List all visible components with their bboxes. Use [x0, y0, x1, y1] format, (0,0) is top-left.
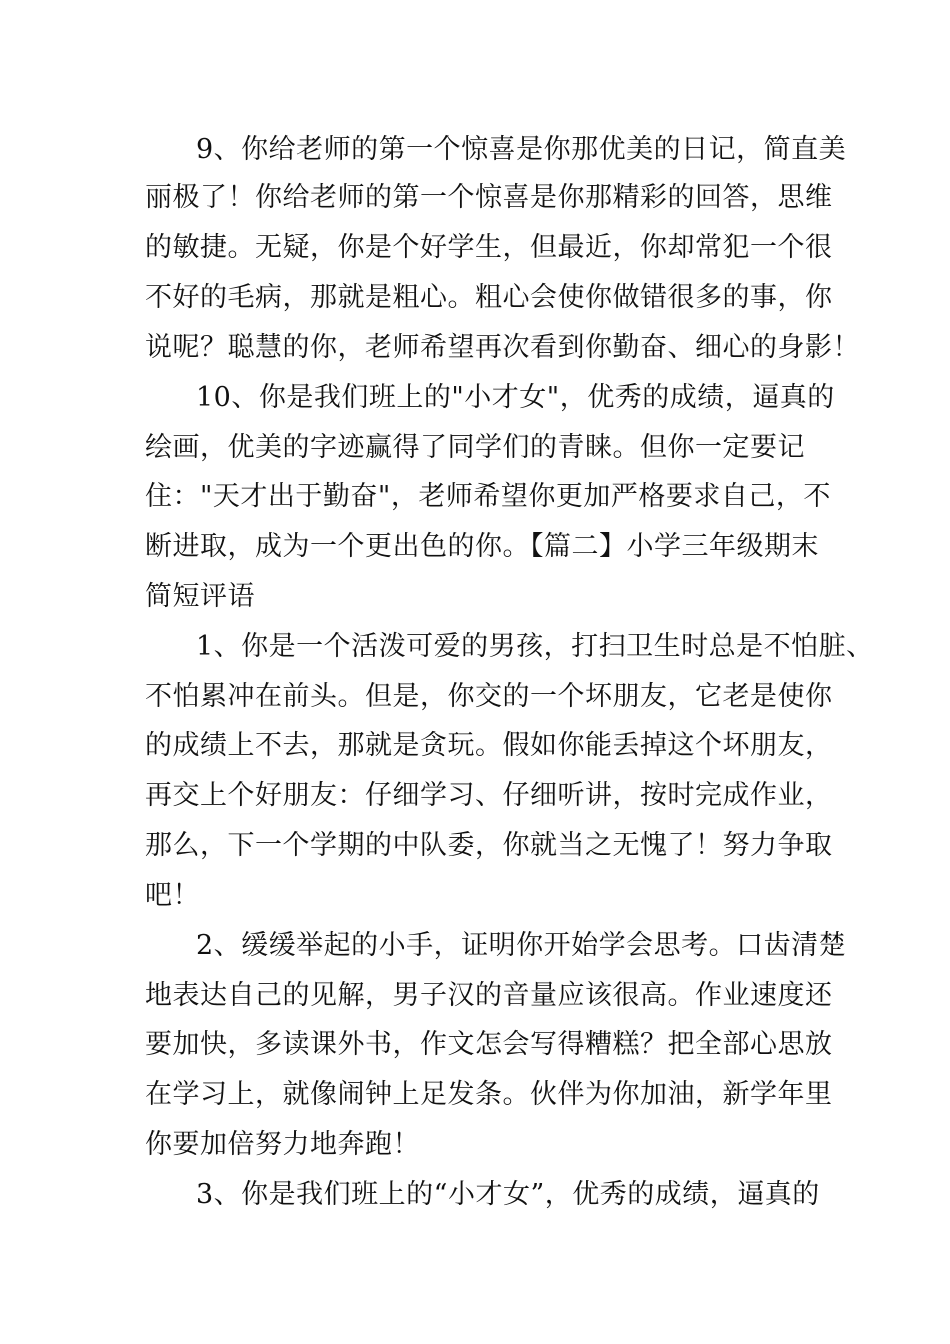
text-line: 说呢？聪慧的你，老师希望再次看到你勤奋、细心的身影！ — [145, 332, 860, 363]
text-line: 不好的毛病，那就是粗心。粗心会使你做错很多的事，你 — [145, 282, 833, 313]
text-line: 住："天才出于勤奋"，老师希望你更加严格要求自己，不 — [145, 481, 831, 512]
text-line: 2、缓缓举起的小手，证明你开始学会思考。口齿清楚 — [196, 930, 847, 961]
text-line: 简短评语 — [145, 581, 255, 612]
text-line: 吧！ — [145, 880, 200, 911]
text-line: 地表达自己的见解，男子汉的音量应该很高。作业速度还 — [145, 980, 833, 1011]
text-line: 在学习上，就像闹钟上足发条。伙伴为你加油，新学年里 — [145, 1079, 833, 1110]
text-line: 再交上个好朋友：仔细学习、仔细听讲，按时完成作业， — [145, 780, 833, 811]
text-line: 不怕累冲在前头。但是，你交的一个坏朋友，它老是使你 — [145, 681, 833, 712]
text-line: 要加快，多读课外书，作文怎会写得糟糕？把全部心思放 — [145, 1029, 833, 1060]
text-line: 9、你给老师的第一个惊喜是你那优美的日记，简直美 — [196, 134, 847, 165]
text-line: 绘画，优美的字迹赢得了同学们的青睐。但你一定要记 — [145, 432, 805, 463]
text-line: 那么，下一个学期的中队委，你就当之无愧了！努力争取 — [145, 830, 833, 861]
text-line: 断进取，成为一个更出色的你。【篇二】小学三年级期末 — [145, 531, 819, 562]
text-line: 1、你是一个活泼可爱的男孩，打扫卫生时总是不怕脏、 — [196, 631, 874, 662]
text-line: 10、你是我们班上的"小才女"，优秀的成绩，逼真的 — [196, 382, 835, 413]
text-line: 3、你是我们班上的“小才女”，优秀的成绩，逼真的 — [196, 1179, 820, 1210]
text-line: 的敏捷。无疑，你是个好学生，但最近，你却常犯一个很 — [145, 232, 833, 263]
text-line: 丽极了！你给老师的第一个惊喜是你那精彩的回答，思维 — [145, 182, 833, 213]
text-line: 的成绩上不去，那就是贪玩。假如你能丢掉这个坏朋友， — [145, 730, 833, 761]
text-line: 你要加倍努力地奔跑！ — [145, 1129, 420, 1160]
